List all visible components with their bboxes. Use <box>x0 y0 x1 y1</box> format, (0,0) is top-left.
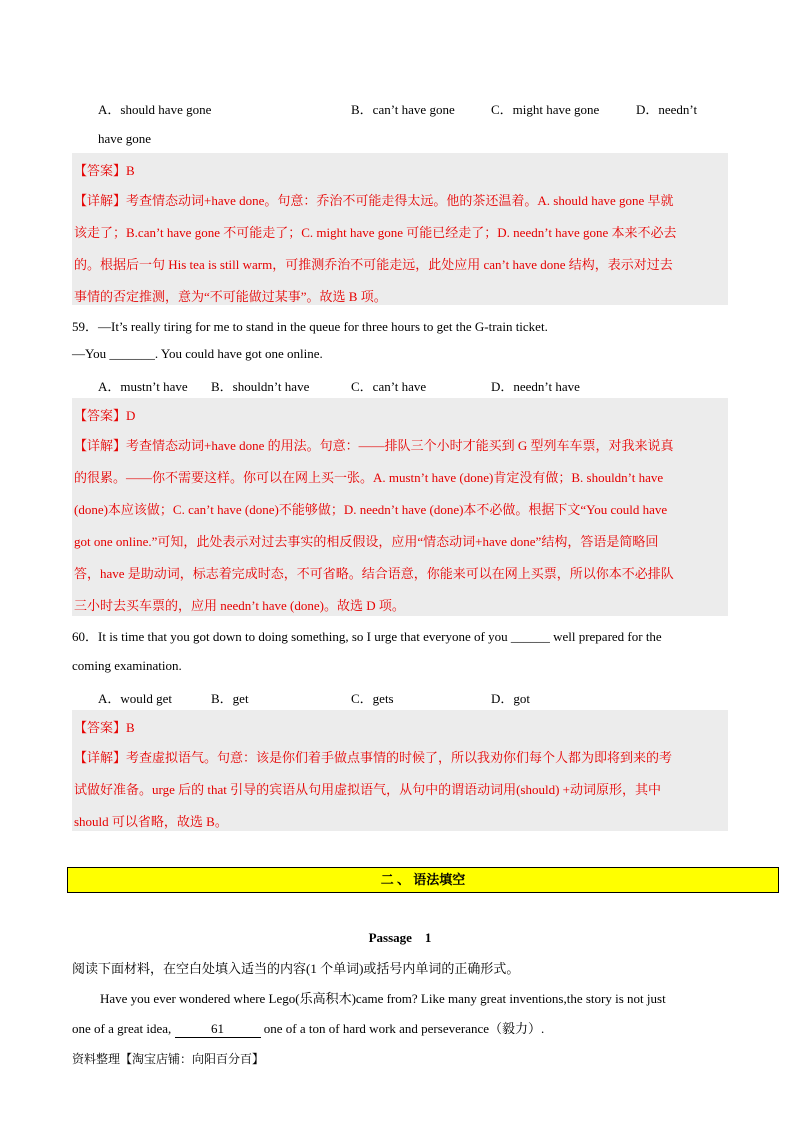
q58-detail-line: 【详解】考查情态动词+have done。句意：乔治不可能走得太远。他的茶还温着。A. should have gone 早就 <box>74 193 674 208</box>
q60-detail-line: 试做好准备。urge 后的 that 引导的宾语从句用虚拟语气，从句中的谓语动词用(should) +动词原形，其中 <box>74 782 662 797</box>
q60-option-a: A．would get <box>98 691 173 706</box>
q60-detail-line: 【详解】考查虚拟语气。句意：该是你们着手做点事情的时候了，所以我劝你们每个人都为即将到来的考 <box>74 750 673 765</box>
blank-61[interactable]: 61 <box>175 1021 261 1038</box>
q60-answer: 【答案】B <box>74 720 135 735</box>
q59-stem: 59．—It’s really tiring for me to stand in the queue for three hours to get the G-train ticket. <box>72 319 548 334</box>
q58-option-a: A．should have gone <box>98 102 212 117</box>
q59-option-d: D．needn’t have <box>491 379 580 394</box>
q58-option-b: B．can’t have gone <box>351 102 455 117</box>
q59-option-c: C．can’t have <box>351 379 427 394</box>
q58-answer: 【答案】B <box>74 163 135 178</box>
section-header: 二 、 语法填空 <box>67 867 779 893</box>
q60-detail-line: should 可以省略，故选 B。 <box>74 814 228 829</box>
q59-answer: 【答案】D <box>74 408 136 423</box>
q58-option-c: C．might have gone <box>491 102 600 117</box>
q58-option-d: D．needn’t <box>636 102 698 117</box>
q59-detail-line: (done)本应该做；C. can’t have (done)不能够做；D. needn’t have (done)本不必做。根据下文“You could have <box>74 502 668 517</box>
passage-instruction: 阅读下面材料，在空白处填入适当的内容(1 个单词)或括号内单词的正确形式。 <box>72 961 520 976</box>
passage-line-end: one of a ton of hard work and perseverance（毅力）. <box>260 1021 545 1036</box>
q59-detail-line: got one online.”可知，此处表示对过去事实的相反假设，应用“情态动词+have done”结构，答语是简略回 <box>74 534 659 549</box>
q59-option-b: B．shouldn’t have <box>211 379 310 394</box>
q58-option-d-wrap: have gone <box>98 131 152 146</box>
q58-detail-line: 该走了；B.can’t have gone 不可能走了；C. might have gone 可能已经走了；D. needn’t have gone 本来不必去 <box>74 225 677 240</box>
q59-detail-line: 的很累。——你不需要这样。你可以在网上买一张。A. mustn’t have (done)肯定没有做；B. shouldn’t have <box>74 470 664 485</box>
q60-option-b: B．get <box>211 691 249 706</box>
q59-line2: —You _______. You could have got one online. <box>72 346 323 361</box>
q60-option-c: C．gets <box>351 691 394 706</box>
passage-line <box>72 1018 544 1038</box>
q60-option-d: D．got <box>491 691 531 706</box>
q58-detail-line: 的。根据后一句 His tea is still warm，可推测乔治不可能走远，此处应用 can’t have done 结构，表示对过去 <box>74 257 673 272</box>
footer-text: 资料整理【淘宝店铺：向阳百分百】 <box>72 1052 265 1066</box>
q59-detail-line: 三小时去买车票的，应用 needn’t have (done)。故选 D 项。 <box>74 598 405 613</box>
passage-line: Have you ever wondered where Lego(乐高积木)came from? Like many great inventions,the story is not just <box>100 991 666 1006</box>
q60-stem: 60．It is time that you got down to doing something, so I urge that everyone of you ______ well prepared for the <box>72 629 662 644</box>
q59-option-a: A．mustn’t have <box>98 379 188 394</box>
passage-title: Passage 1 <box>368 930 432 945</box>
q58-detail-line: 事情的否定推测，意为“不可能做过某事”。故选 B 项。 <box>74 289 387 304</box>
q60-line2: coming examination. <box>72 658 182 673</box>
q59-detail-line: 【详解】考查情态动词+have done 的用法。句意：——排队三个小时才能买到 G 型列车车票，对我来说真 <box>74 438 674 453</box>
passage-line-start: one of a great idea, <box>72 1021 175 1036</box>
q59-detail-line: 答，have 是助动词，标志着完成时态，不可省略。结合语意，你能来可以在网上买票，所以你本不必排队 <box>74 566 674 581</box>
